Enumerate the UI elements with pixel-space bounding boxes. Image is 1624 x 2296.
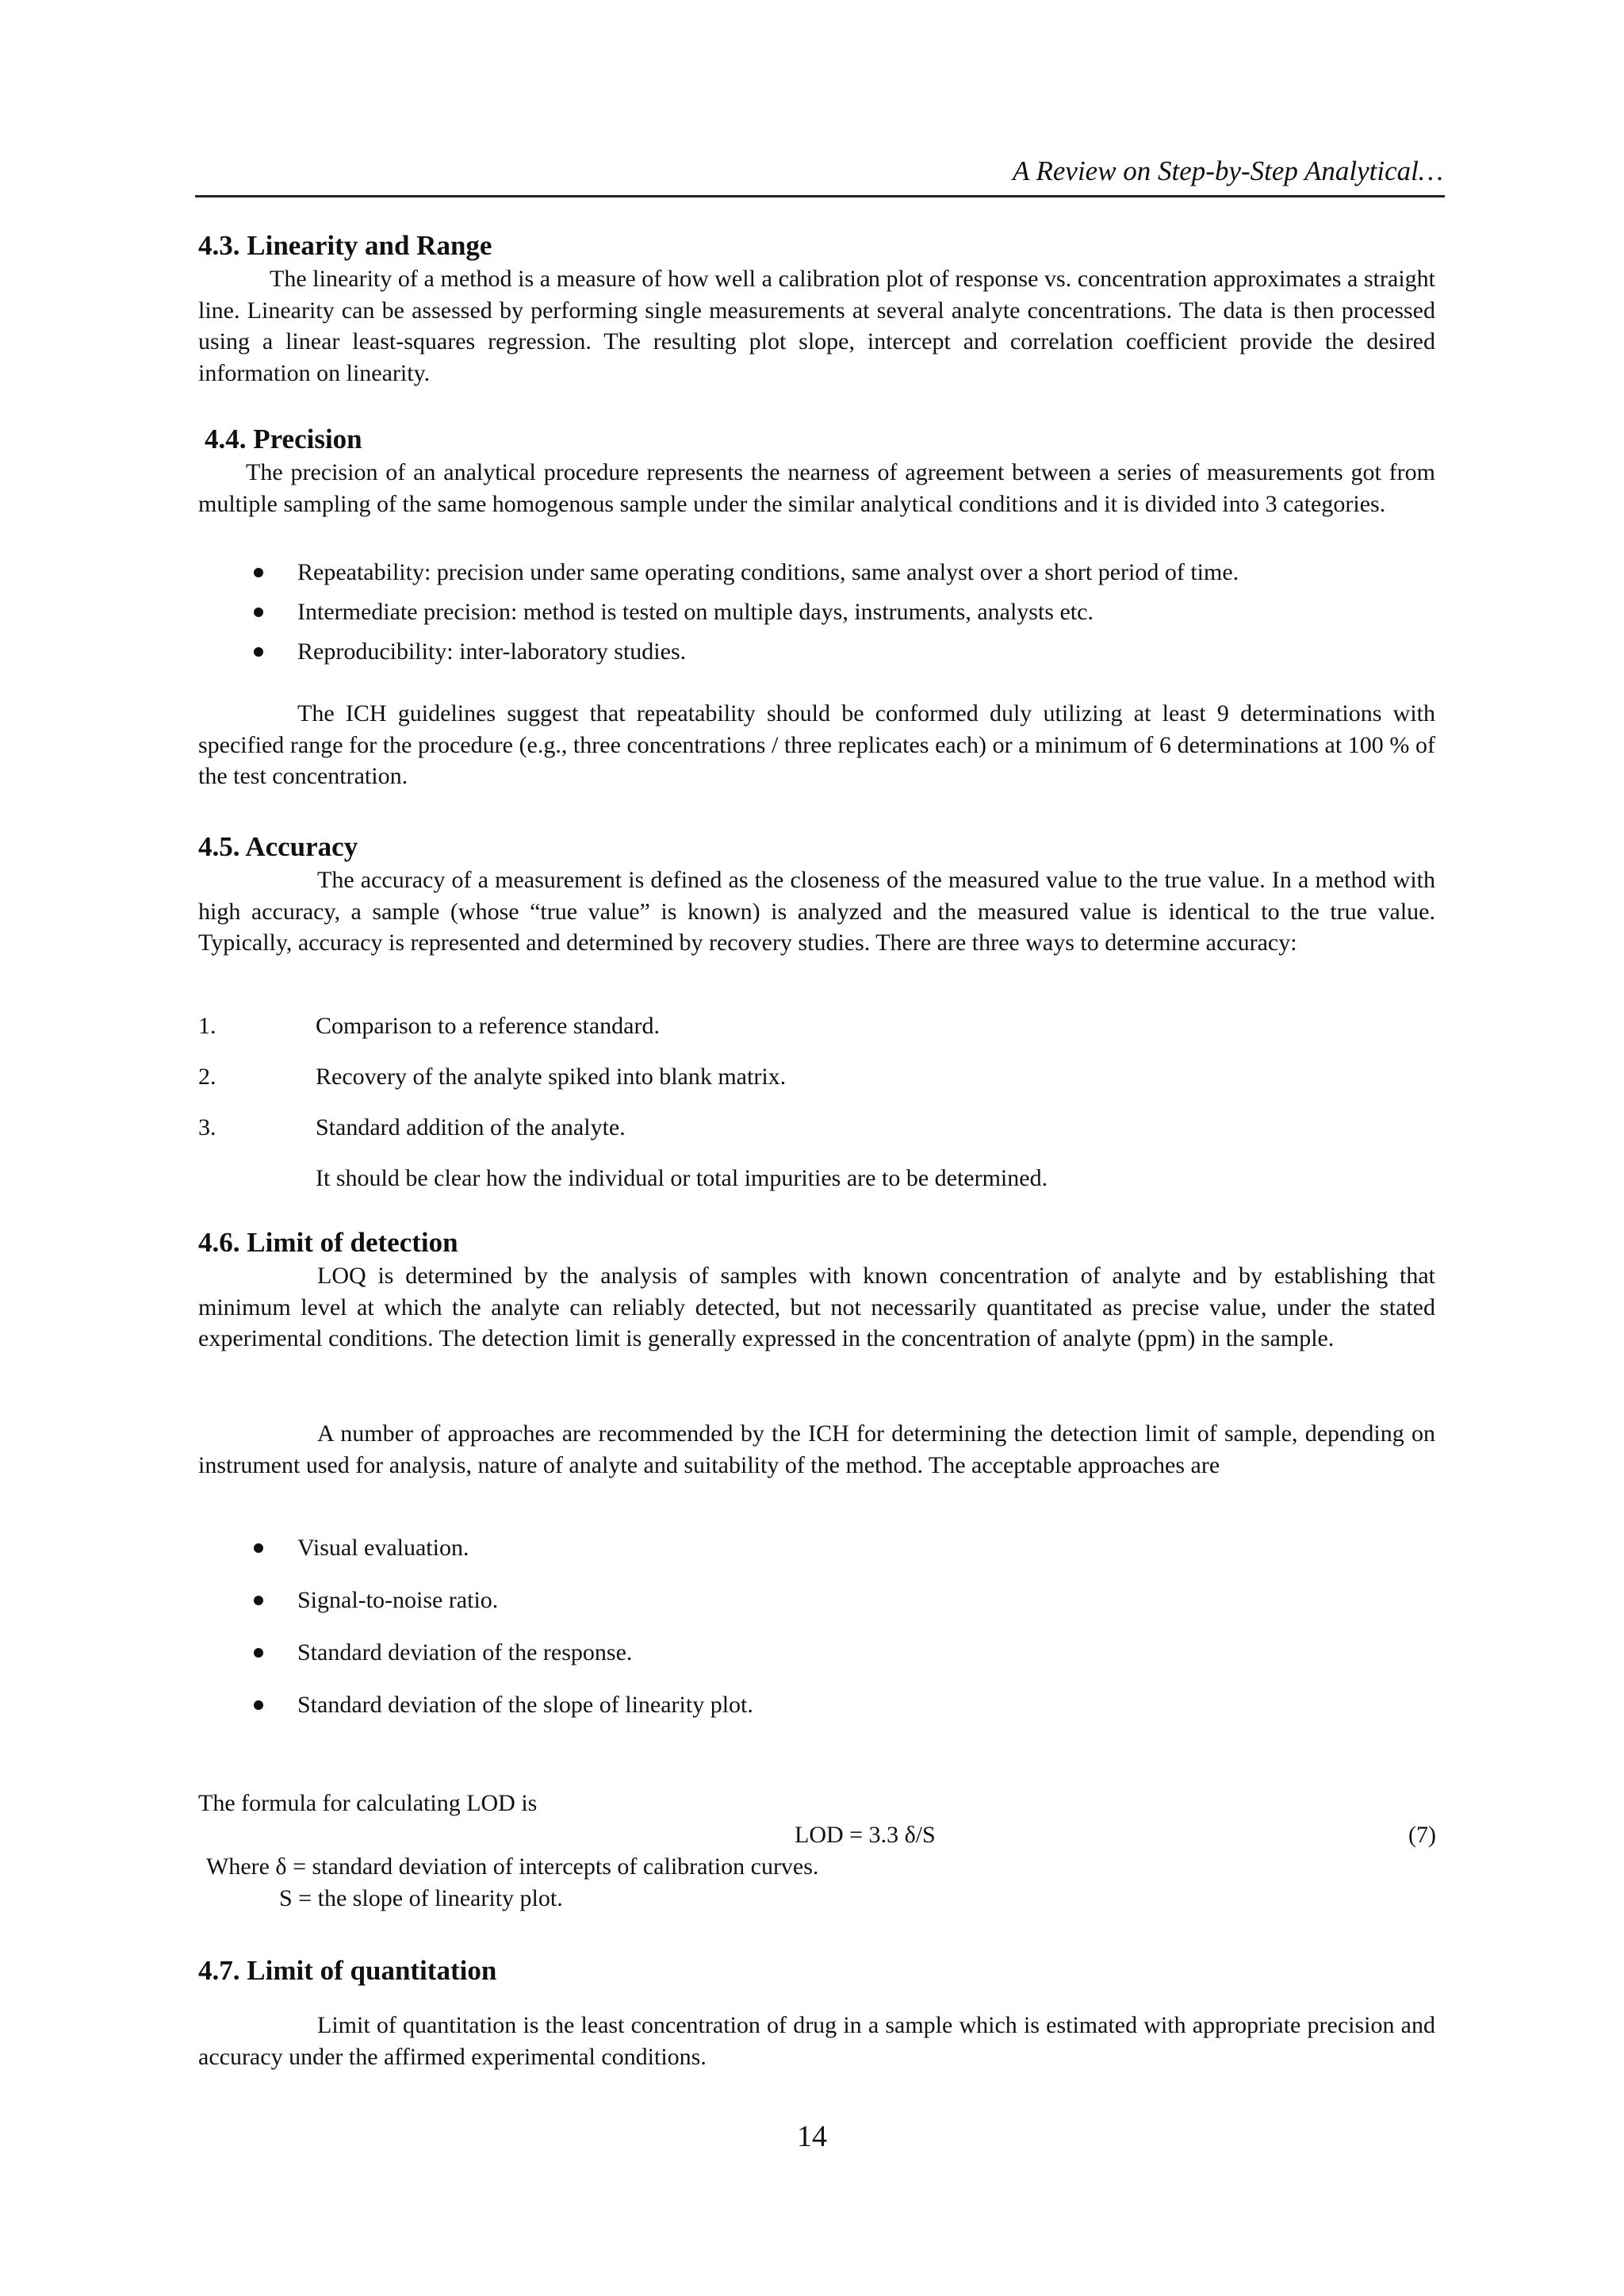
section-precision [205, 422, 1435, 457]
formula-lod: LOD = 3.3 δ/S [795, 1822, 936, 1848]
paragraph: Limit of quantitation is the least concentration of drug in a sample which is estimated with appropriate precision and accuracy under the affirmed experimental conditions. [198, 2012, 1435, 2070]
section-title: 4.5. Accuracy [198, 831, 358, 862]
list-item: 3. Standard addition of the analyte. [198, 1114, 626, 1140]
bullet-icon [254, 1700, 263, 1710]
section-limit-of-detection [198, 1225, 1435, 1355]
equation-number: (7) [1408, 1822, 1436, 1848]
section-title: 4.4. Precision [205, 424, 362, 454]
impurities-note: It should be clear how the individual or total impurities are to be determined. [316, 1165, 1048, 1191]
formula-intro: The formula for calculating LOD is [198, 1790, 538, 1816]
formula-where-slope: S = the slope of linearity plot. [279, 1885, 563, 1911]
paragraph: The ICH guidelines suggest that repeatability should be conformed duly utilizing at least 9 determinations with specified range for the procedure (e.g., three concentrations / three replicates each) or a minimum of 6 determinations at 100 % of the test concentration. [198, 700, 1435, 789]
precision-categories-list [198, 557, 1435, 676]
list-item: Intermediate precision: method is tested on multiple days, instruments, analysts etc. [198, 596, 1435, 636]
running-header [195, 151, 1445, 197]
list-item: Reproducibility: inter-laboratory studies. [198, 636, 1435, 676]
formula-where-delta: Where δ = standard deviation of intercepts of calibration curves. [206, 1853, 819, 1880]
list-item: Repeatability: precision under same operating conditions, same analyst over a short period of time. [198, 557, 1435, 596]
precision-intro [198, 457, 1435, 519]
running-head-text: A Review on Step-by-Step Analytical… [1013, 155, 1443, 186]
lod-approaches-paragraph [198, 1418, 1435, 1481]
page-number: 14 [797, 2120, 827, 2153]
bullet-icon [254, 568, 263, 577]
section-linearity-range [198, 228, 1435, 389]
list-item: Visual evaluation. [198, 1532, 1435, 1585]
bullet-icon [254, 1596, 263, 1605]
bullet-icon [254, 608, 263, 617]
paragraph: The precision of an analytical procedure represents the nearness of agreement between a series of measurements got from multiple sampling of the same homogenous sample under the similar analytical conditions and it is divided into 3 categories. [198, 459, 1435, 517]
paragraph: The accuracy of a measurement is defined as the closeness of the measured value to the true value. In a method with high accuracy, a sample (whose “true value” is known) is analyzed and the measured value is identical to the true value. Typically, accuracy is represented and determined by recovery studies. There are three ways to determine accuracy: [198, 867, 1435, 956]
section-accuracy [198, 830, 1435, 959]
paragraph: A number of approaches are recommended by the ICH for determining the detection limit of sample, depending on instrument used for analysis, nature of analyte and suitability of the method. The acceptable approaches are [198, 1420, 1435, 1478]
section-limit-of-quantitation [198, 1953, 1435, 1988]
lod-approaches-list [198, 1532, 1435, 1742]
list-item: Standard deviation of the slope of linearity plot. [198, 1689, 1435, 1742]
precision-ich-paragraph [198, 698, 1435, 792]
bullet-icon [254, 1648, 263, 1658]
bullet-icon [254, 1543, 263, 1553]
section-title: 4.3. Linearity and Range [198, 230, 492, 261]
section-title: 4.6. Limit of detection [198, 1227, 458, 1258]
paragraph: LOQ is determined by the analysis of samples with known concentration of analyte and by establishing that minimum level at which the analyte can reliably detected, but not necessarily quantitated as precise value, under the stated experimental conditions. The detection limit is generally expressed in the concentration of analyte (ppm) in the sample. [198, 1263, 1435, 1351]
loq-paragraph [198, 2010, 1435, 2072]
list-item: 2. Recovery of the analyte spiked into blank matrix. [198, 1064, 787, 1090]
bullet-icon [254, 647, 263, 657]
paragraph: The linearity of a method is a measure of how well a calibration plot of response vs. concentration approximates a straight line. Linearity can be assessed by performing single measurements at several analyte concentrations. The data is then processed using a linear least-squares regression. The resulting plot slope, intercept and correlation coefficient provide the desired information on linearity. [198, 266, 1435, 386]
list-item: Standard deviation of the response. [198, 1637, 1435, 1689]
list-item: Signal-to-noise ratio. [198, 1585, 1435, 1637]
list-item: 1. Comparison to a reference standard. [198, 1013, 660, 1039]
accuracy-methods-list [198, 1010, 1435, 1163]
section-title: 4.7. Limit of quantitation [198, 1955, 497, 1986]
